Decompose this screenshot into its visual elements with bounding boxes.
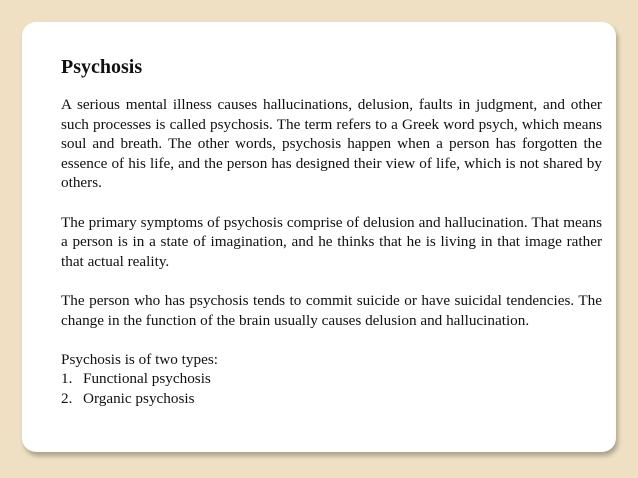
slide-card <box>22 22 616 452</box>
list-item-label: Functional psychosis <box>83 370 211 388</box>
list-item-number: 2. <box>61 389 73 407</box>
list-item-label: Organic psychosis <box>83 389 195 407</box>
paragraph-symptoms: The primary symptoms of psychosis comprise of delusion and hallucination. That means a person is in a state of imagination, and he thinks that he is living in that image rather that actual reality. <box>61 213 602 270</box>
paragraph-suicide: The person who has psychosis tends to commit suicide or have suicidal tendencies. The change in the function of the brain usually causes delusion and hallucination. <box>61 291 602 329</box>
slide-content <box>61 55 602 409</box>
list-item <box>61 389 602 409</box>
slide-title: Psychosis <box>61 56 143 78</box>
types-intro: Psychosis is of two types: <box>61 350 218 368</box>
paragraph-definition: A serious mental illness causes hallucinations, delusion, faults in judgment, and other such processes is called psychosis. The term refers to a Greek word psych, which means soul and breath. The other words, psychosis happen when a person has forgotten the essence of his life, and the person has designed their view of life, which is not shared by others. <box>61 96 602 192</box>
types-list <box>61 369 602 408</box>
list-item-number: 1. <box>61 370 73 388</box>
list-item <box>61 369 602 389</box>
